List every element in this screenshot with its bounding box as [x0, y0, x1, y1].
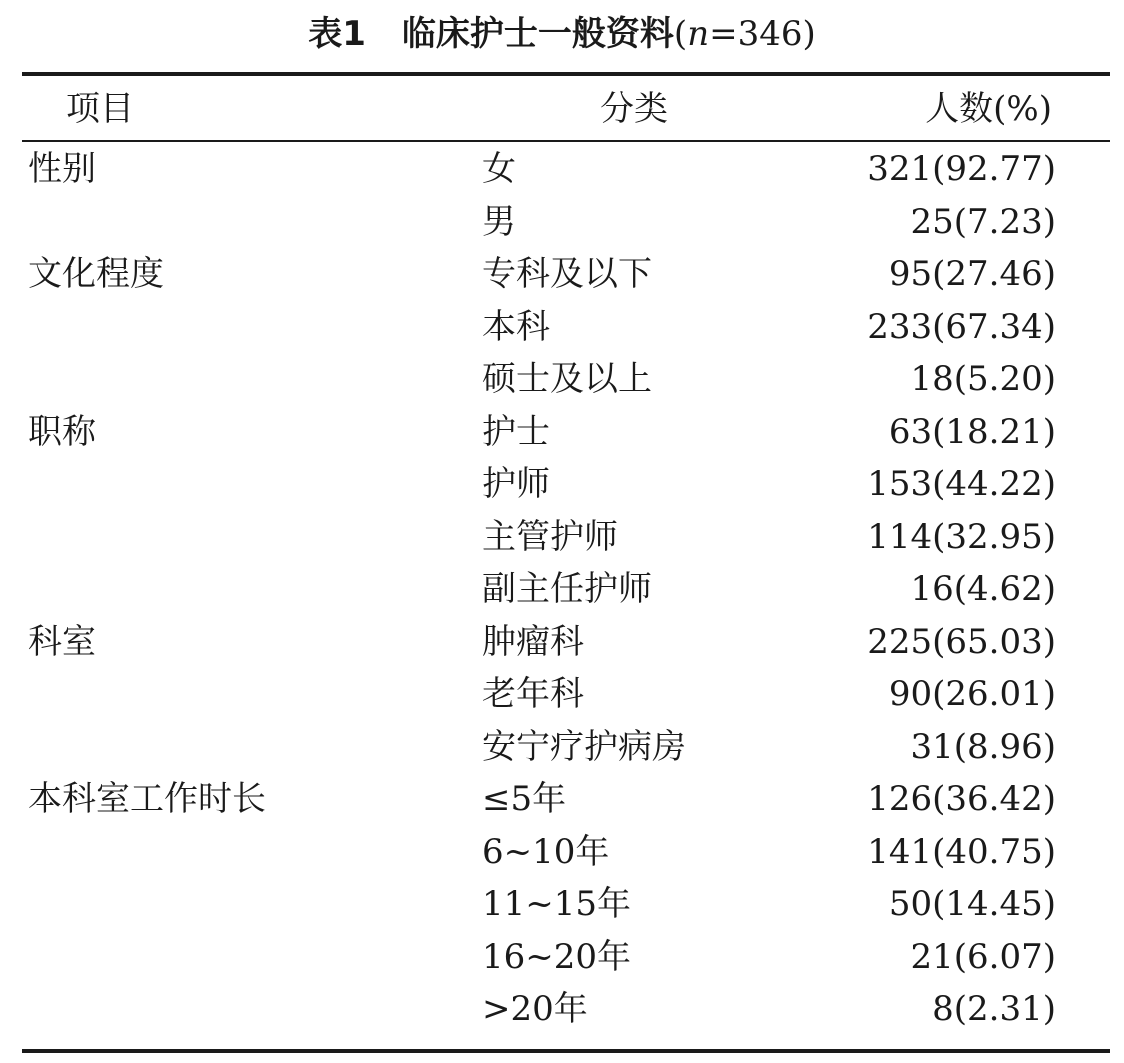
cell-category: 安宁疗护病房	[482, 726, 686, 767]
cell-count: 126(36.42)	[867, 779, 1056, 819]
cell-category: 肿瘤科	[482, 621, 584, 662]
table-row	[22, 248, 1110, 301]
cell-category: 护师	[482, 464, 550, 504]
table-row	[22, 143, 1110, 196]
cell-category: 11~15年	[482, 884, 632, 924]
table-bottom-rule	[22, 1049, 1110, 1053]
cell-category: >20年	[482, 989, 588, 1029]
cell-count: 18(5.20)	[910, 359, 1056, 399]
cell-category: 硕士及以上	[482, 359, 652, 399]
cell-count: 114(32.95)	[867, 516, 1056, 557]
table-header-rule	[22, 140, 1110, 142]
table-row	[22, 721, 1110, 774]
cell-count: 90(26.01)	[888, 674, 1056, 714]
cell-category: 女	[482, 149, 516, 189]
cell-category: ≤5年	[482, 779, 567, 819]
cell-count: 8(2.31)	[932, 989, 1056, 1029]
cell-count: 21(6.07)	[910, 936, 1056, 977]
cell-category: 护士	[482, 411, 550, 452]
table-row	[22, 353, 1110, 406]
table-row	[22, 406, 1110, 459]
caption-paren-open: (	[673, 14, 688, 54]
cell-category: 6~10年	[482, 831, 610, 872]
cell-category: 副主任护师	[482, 569, 652, 609]
table-title: 临床护士一般资料	[401, 14, 674, 54]
table-body	[22, 143, 1110, 1036]
table-row	[22, 826, 1110, 879]
table-row	[22, 563, 1110, 616]
table-number: 表1	[308, 14, 366, 54]
sample-size-value: =346	[709, 14, 803, 54]
header-count: 人数(%)	[925, 89, 1052, 129]
cell-category: 本科	[482, 306, 550, 347]
table-top-rule	[22, 72, 1110, 76]
cell-category: 16~20年	[482, 936, 632, 977]
cell-category: 主管护师	[482, 516, 618, 557]
header-item: 项目	[66, 89, 134, 129]
cell-count: 95(27.46)	[888, 254, 1056, 294]
cell-count: 153(44.22)	[867, 464, 1056, 504]
cell-item: 本科室工作时长	[28, 779, 266, 819]
cell-category: 老年科	[482, 674, 584, 714]
cell-count: 31(8.96)	[910, 726, 1056, 767]
table-caption	[0, 8, 1124, 60]
table-row	[22, 196, 1110, 249]
cell-count: 16(4.62)	[910, 569, 1056, 609]
table-row	[22, 668, 1110, 721]
cell-count: 141(40.75)	[867, 831, 1056, 872]
table-row	[22, 301, 1110, 354]
cell-category: 男	[482, 201, 516, 242]
cell-item: 性别	[28, 149, 96, 189]
header-category: 分类	[600, 89, 668, 129]
table-header-row	[22, 80, 1110, 138]
cell-count: 63(18.21)	[888, 411, 1056, 452]
cell-item: 文化程度	[28, 254, 164, 294]
table-row	[22, 773, 1110, 826]
table-row	[22, 458, 1110, 511]
sample-size-symbol: n	[687, 14, 710, 54]
cell-item: 科室	[28, 621, 96, 662]
table-row	[22, 511, 1110, 564]
table-row	[22, 931, 1110, 984]
cell-count: 50(14.45)	[888, 884, 1056, 924]
cell-count: 225(65.03)	[867, 621, 1056, 662]
cell-count: 321(92.77)	[867, 149, 1056, 189]
cell-category: 专科及以下	[482, 254, 652, 294]
caption-paren-close: )	[802, 14, 816, 54]
cell-count: 233(67.34)	[867, 306, 1056, 347]
cell-item: 职称	[28, 411, 96, 452]
table-row	[22, 878, 1110, 931]
table-row	[22, 983, 1110, 1036]
table-row	[22, 616, 1110, 669]
cell-count: 25(7.23)	[910, 201, 1056, 242]
